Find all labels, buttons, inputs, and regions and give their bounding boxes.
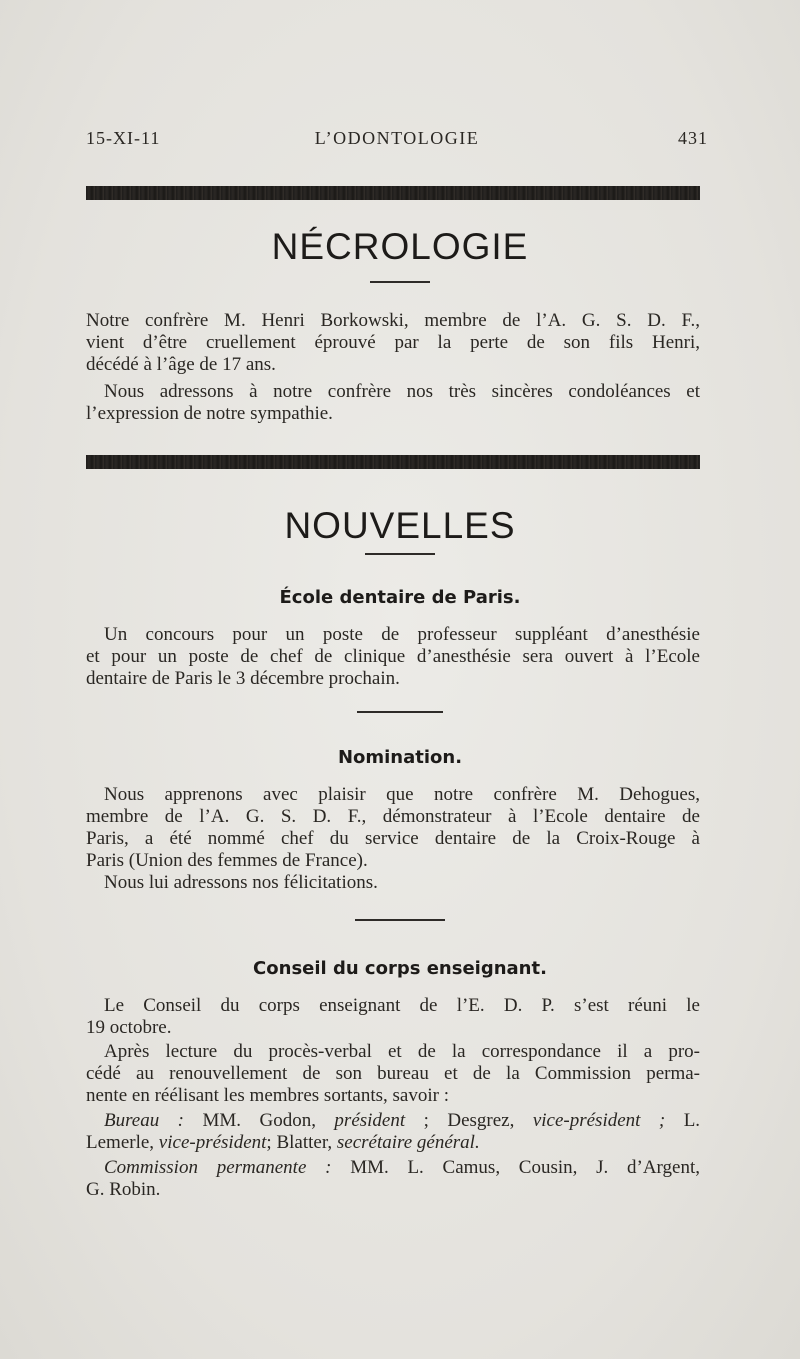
bureau-text: Lemerle, [86,1132,155,1153]
text-line: cédé au renouvellement de son bureau et de la Commission perma- [86,1063,700,1084]
text-line [86,1157,700,1179]
conseil-paragraph-1 [86,995,700,1039]
text-line: Nous apprenons avec plaisir que notre confrère M. Dehogues, [104,784,700,805]
text-line: G. Robin. [86,1179,161,1200]
text-line: décédé à l’âge de 17 ans. [86,354,276,375]
text-line: Après lecture du procès-verbal et de la correspondance il a pro- [104,1041,700,1062]
separator-rule [357,711,443,713]
text-line: Notre confrère M. Henri Borkowski, membre de l’A. G. S. D. F., [86,310,700,331]
bureau-paragraph [86,1110,700,1154]
section-divider-rule [86,186,700,200]
text-line: membre de l’A. G. S. D. F., démonstrateur à l’Ecole dentaire de [86,806,700,827]
bureau-text: ; Desgrez, [423,1110,515,1131]
ecole-paragraph [86,624,700,690]
conseil-heading: Conseil du corps enseignant. [253,958,547,979]
title-underline [370,281,430,283]
issue-date: 15-XI-11 [86,128,161,148]
title-underline [365,553,435,555]
bureau-text: ; Blatter, [266,1132,333,1153]
text-line: 19 octobre. [86,1017,172,1038]
page-number: 431 [678,128,708,148]
running-head [86,128,708,158]
bureau-label: Bureau : [104,1110,185,1131]
text-line [86,1132,700,1154]
role: vice-président ; [532,1110,666,1131]
nomination-heading: Nomination. [337,747,463,768]
commission-paragraph [86,1157,700,1201]
bureau-text: MM. Godon, [202,1110,316,1131]
text-line: nente en réélisant les membres sortants, savoir : [86,1085,450,1106]
text-line: et pour un poste de chef de clinique d’anesthésie sera ouvert à l’Ecole [86,646,700,667]
text-line: Paris, a été nommé chef du service dentaire de la Croix-Rouge à [86,828,700,849]
text-line: l’expression de notre sympathie. [86,403,333,424]
separator-rule [355,919,445,921]
nouvelles-title: NOUVELLES [284,505,516,546]
role: secrétaire général. [336,1132,480,1153]
role: président [334,1110,406,1131]
text-line [86,1110,700,1132]
bureau-text: L. [683,1110,701,1131]
text-line: Nous adressons à notre confrère nos très sincères condoléances et [104,381,700,402]
necrologie-title: NÉCROLOGIE [271,226,529,267]
text-line: vient d’être cruellement éprouvé par la perte de son fils Henri, [86,332,700,353]
journal-title: L’ODONTOLOGIE [314,128,480,148]
nomination-paragraph [86,784,700,894]
commission-text: MM. L. Camus, Cousin, J. d’Argent, [350,1157,700,1178]
section-divider-rule [86,455,700,469]
role: vice-président [158,1132,267,1153]
text-line: Nous lui adressons nos félicitations. [104,872,378,893]
text-line: dentaire de Paris le 3 décembre prochain. [86,668,400,689]
conseil-paragraph-2 [86,1041,700,1107]
text-line: Le Conseil du corps enseignant de l’E. D. P. s’est réuni le [104,995,700,1016]
text-line: Paris (Union des femmes de France). [86,850,368,871]
necrologie-paragraph-1 [86,310,700,376]
ecole-heading: École dentaire de Paris. [279,587,521,608]
commission-label: Commission permanente : [104,1157,332,1178]
necrologie-paragraph-2 [86,381,700,425]
text-line: Un concours pour un poste de professeur suppléant d’anesthésie [104,624,700,645]
